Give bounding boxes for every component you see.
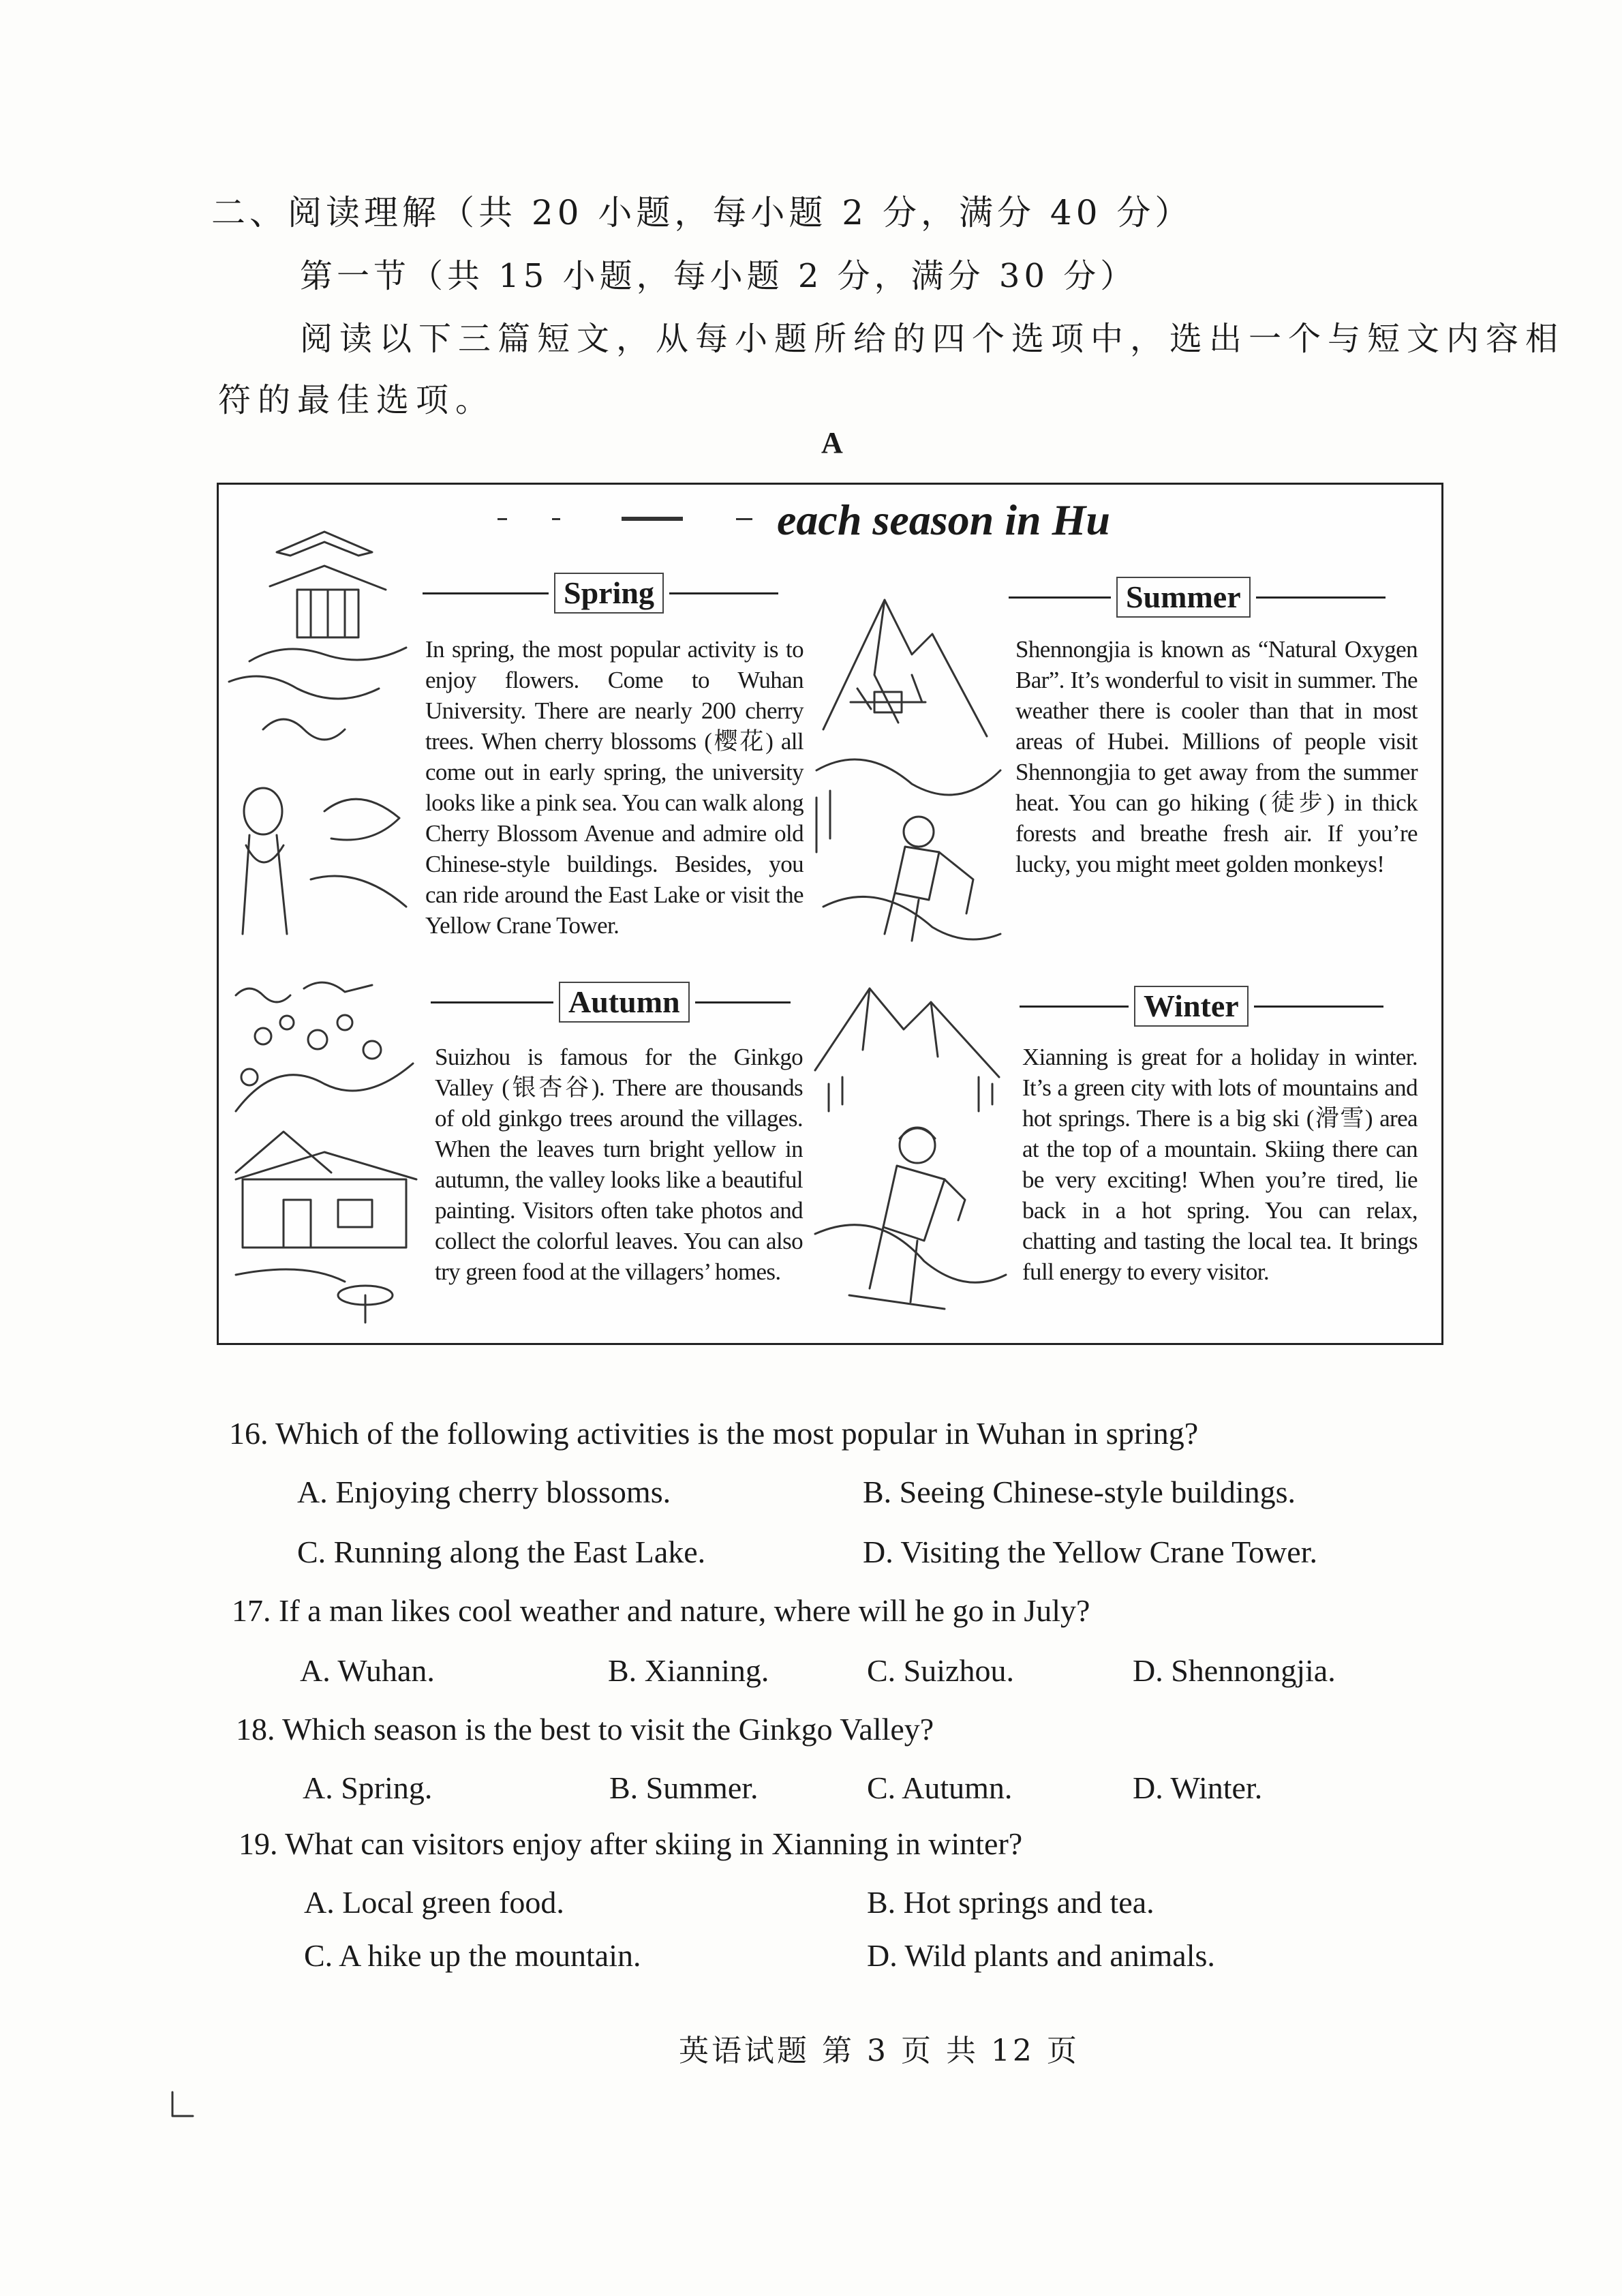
summer-label: Summer xyxy=(1116,577,1251,618)
summer-mountain-hiker-illustration xyxy=(810,593,1007,961)
question-19-option-a[interactable]: A. Local green food. xyxy=(304,1885,564,1920)
winter-label: Winter xyxy=(1134,986,1249,1027)
question-16-option-c[interactable]: C. Running along the East Lake. xyxy=(297,1535,706,1569)
spring-pagoda-illustration xyxy=(222,525,420,961)
question-16-option-d[interactable]: D. Visiting the Yellow Crane Tower. xyxy=(863,1535,1317,1569)
summer-text: Shennongjia is known as “Natural Oxygen Bar”. It’s wonderful to visit in summer. The weather there is cooler than that in most areas of Hubei. Millions of people visit Shennongjia to get away from the summer heat. You can go hiking (徒步) in thick forests and breathe fresh air. If you’re lucky, you might meet golden monkeys! xyxy=(1015,636,1418,877)
autumn-heading xyxy=(431,982,812,1023)
question-17-option-d[interactable]: D. Shennongjia. xyxy=(1133,1653,1336,1688)
question-17-stem: 17. If a man likes cool weather and nature, where will he go in July? xyxy=(232,1593,1090,1628)
question-16-option-a[interactable]: A. Enjoying cherry blossoms. xyxy=(297,1475,671,1509)
question-17-option-a[interactable]: A. Wuhan. xyxy=(300,1653,435,1688)
winter-heading xyxy=(1020,986,1428,1027)
spring-label: Spring xyxy=(554,573,664,614)
question-19-stem: 19. What can visitors enjoy after skiing in Xianning in winter? xyxy=(239,1826,1023,1861)
passage-label: A xyxy=(821,426,843,459)
instruction-line-2: 符的最佳选项。 xyxy=(218,381,495,419)
section-title: 二、阅读理解（共 20 小题，每小题 2 分，满分 40 分） xyxy=(211,193,1193,232)
question-18-option-c[interactable]: C. Autumn. xyxy=(867,1770,1013,1805)
question-19-option-d[interactable]: D. Wild plants and animals. xyxy=(867,1938,1215,1973)
question-18-option-b[interactable]: B. Summer. xyxy=(609,1770,759,1805)
page-footer: 英语试题 第 3 页 共 12 页 xyxy=(679,2034,1080,2068)
summer-heading xyxy=(1009,577,1424,618)
question-16-option-b[interactable]: B. Seeing Chinese-style buildings. xyxy=(863,1475,1296,1509)
autumn-ginkgo-village-illustration xyxy=(222,975,427,1329)
question-17-option-c[interactable]: C. Suizhou. xyxy=(867,1653,1014,1688)
question-19-option-c[interactable]: C. A hike up the mountain. xyxy=(304,1938,641,1973)
subsection-title: 第一节（共 15 小题，每小题 2 分，满分 30 分） xyxy=(300,257,1137,295)
instruction-line-1: 阅读以下三篇短文，从每小题所给的四个选项中，选出一个与短文内容相 xyxy=(300,320,1565,358)
question-17-option-b[interactable]: B. Xianning. xyxy=(608,1653,769,1688)
question-18-option-a[interactable]: A. Spring. xyxy=(303,1770,433,1805)
card-title-area xyxy=(477,489,1159,558)
spring-text: In spring, the most popular activity is to enjoy flowers. Come to Wuhan University. There are nearly 200 cherry trees. When cherry blossoms (樱花) all come out in early spring, the university looks like a pink sea. You can walk along Cherry Blossom Avenue and admire old Chinese-style buildings. Besides, you can ride around the East Lake or visit the Yellow Crane Tower. xyxy=(425,636,804,939)
question-18-stem: 18. Which season is the best to visit the Ginkgo Valley? xyxy=(236,1712,934,1747)
card-title: each season in Hu xyxy=(777,496,1110,544)
spring-heading xyxy=(423,573,804,614)
autumn-label: Autumn xyxy=(559,982,690,1023)
corner-mark xyxy=(169,2089,196,2123)
question-16-stem: 16. Which of the following activities is the most popular in Wuhan in spring? xyxy=(229,1416,1199,1451)
autumn-text: Suizhou is famous for the Ginkgo Valley (银杏谷). There are thousands of old ginkgo trees around the villages. When the leaves turn bright yellow in autumn, the valley looks like a beautiful painting. Visitors often take photos and collect the colorful leaves. You can also try green food at the villagers’ homes. xyxy=(435,1044,803,1285)
winter-text: Xianning is great for a holiday in winter. It’s a green city with lots of mountains and hot springs. There is a big ski (滑雪) area at the top of a mountain. Skiing there can be very exciting! When you’re tired, lie back in a hot spring. You can relax, chatting and tasting the local tea. It brings full energy to every visitor. xyxy=(1022,1044,1418,1285)
question-18-option-d[interactable]: D. Winter. xyxy=(1133,1770,1263,1805)
winter-skier-illustration xyxy=(808,975,1013,1329)
question-19-option-b[interactable]: B. Hot springs and tea. xyxy=(867,1885,1154,1920)
